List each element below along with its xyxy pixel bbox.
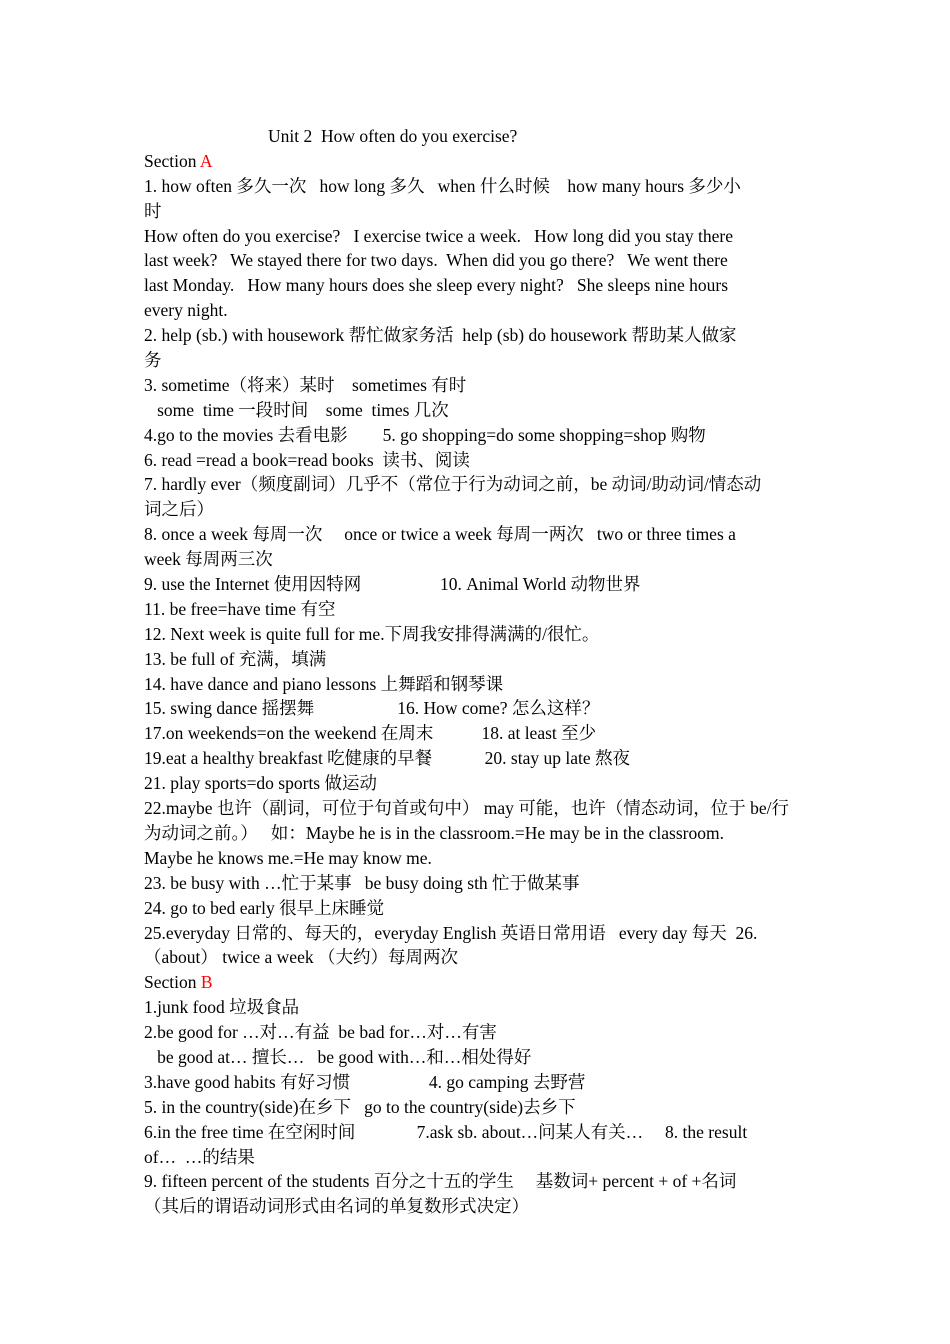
text-line: 22.maybe 也许（副词，可位于句首或句中） may 可能，也许（情态动词，位于 be/行 <box>144 798 790 819</box>
text-line: 4.go to the movies 去看电影 5. go shopping=do some shopping=shop 购物 <box>144 424 706 445</box>
text-line: 1. how often 多久一次 how long 多久 when 什么时候 how many hours 多少小 <box>144 175 741 196</box>
text-line: 8. once a week 每周一次 once or twice a week 每周一两次 two or three times a <box>144 524 736 545</box>
text-line: 2.be good for …对…有益 be bad for…对…有害 <box>144 1022 497 1043</box>
section-a-content <box>144 174 806 971</box>
text-line: 15. swing dance 摇摆舞 16. How come? 怎么这样？ <box>144 698 600 719</box>
text-line: 为动词之前。） 如：Maybe he is in the classroom.=He may be in the classroom. <box>144 822 724 843</box>
text-line: 25.everyday 日常的、每天的，everyday English 英语日常用语 every day 每天 26. <box>144 922 758 943</box>
text-line: 12. Next week is quite full for me.下周我安排得满满的/很忙。 <box>144 623 600 644</box>
text-line: 13. be full of 充满，填满 <box>144 648 327 669</box>
text-line: 23. be busy with …忙于某事 be busy doing sth 忙于做某事 <box>144 872 580 893</box>
text-line: （about） twice a week （大约）每周两次 <box>144 947 458 968</box>
text-line: 6. read =read a book=read books 读书、阅读 <box>144 449 470 470</box>
text-line: How often do you exercise? I exercise twice a week. How long did you stay there <box>144 225 733 246</box>
section-b-content <box>144 995 806 1219</box>
text-line: 11. be free=have time 有空 <box>144 598 336 619</box>
text-line: 5. in the country(side)在乡下 go to the country(side)去乡下 <box>144 1096 576 1117</box>
text-line: 17.on weekends=on the weekend 在周末 18. at least 至少 <box>144 723 597 744</box>
text-line: be good at… 擅长… be good with…和…相处得好 <box>144 1046 532 1067</box>
section-b-label: Section <box>144 972 201 993</box>
text-line: last Monday. How many hours does she sleep every night? She sleeps nine hours <box>144 275 729 296</box>
text-line: week 每周两三次 <box>144 549 273 570</box>
section-a-label: Section <box>144 150 200 171</box>
text-line: 2. help (sb.) with housework 帮忙做家务活 help (sb) do housework 帮助某人做家 <box>144 325 737 346</box>
section-a-letter: A <box>199 150 213 171</box>
text-line: 9. use the Internet 使用因特网 10. Animal World 动物世界 <box>144 574 641 595</box>
text-line: 21. play sports=do sports 做运动 <box>144 773 377 794</box>
text-line: 9. fifteen percent of the students 百分之十五的学生 基数词+ percent + of +名词 <box>144 1171 737 1192</box>
text-line: 24. go to bed early 很早上床睡觉 <box>144 897 385 918</box>
text-line: 3. sometime（将来）某时 sometimes 有时 <box>144 374 467 395</box>
text-line: 务 <box>144 350 162 371</box>
section-b-heading <box>144 970 806 995</box>
text-line: 19.eat a healthy breakfast 吃健康的早餐 20. stay up late 熬夜 <box>144 748 631 769</box>
document-page <box>144 124 806 1219</box>
section-a-heading <box>144 149 806 174</box>
text-line: of… …的结果 <box>144 1146 255 1167</box>
text-line: last week? We stayed there for two days. When did you go there? We went there <box>144 250 728 271</box>
text-line: 7. hardly ever（频度副词）几乎不（常位于行为动词之前，be 动词/助动词/情态动 <box>144 474 762 495</box>
text-line: 1.junk food 垃圾食品 <box>144 997 300 1018</box>
page-title: Unit 2 How often do you exercise? <box>268 126 518 146</box>
section-b-letter: B <box>200 972 213 993</box>
text-line: 时 <box>144 200 162 221</box>
text-line: 3.have good habits 有好习惯 4. go camping 去野营 <box>144 1071 586 1092</box>
text-line: （其后的谓语动词形式由名词的单复数形式决定） <box>144 1196 529 1217</box>
text-line: every night. <box>144 300 228 321</box>
text-line: Maybe he knows me.=He may know me. <box>144 847 432 868</box>
text-line: 词之后） <box>144 499 214 520</box>
text-line: 14. have dance and piano lessons 上舞蹈和钢琴课 <box>144 673 504 694</box>
text-line: some time 一段时间 some times 几次 <box>144 399 449 420</box>
text-line: 6.in the free time 在空闲时间 7.ask sb. about…问某人有关… 8. the result <box>144 1121 748 1142</box>
